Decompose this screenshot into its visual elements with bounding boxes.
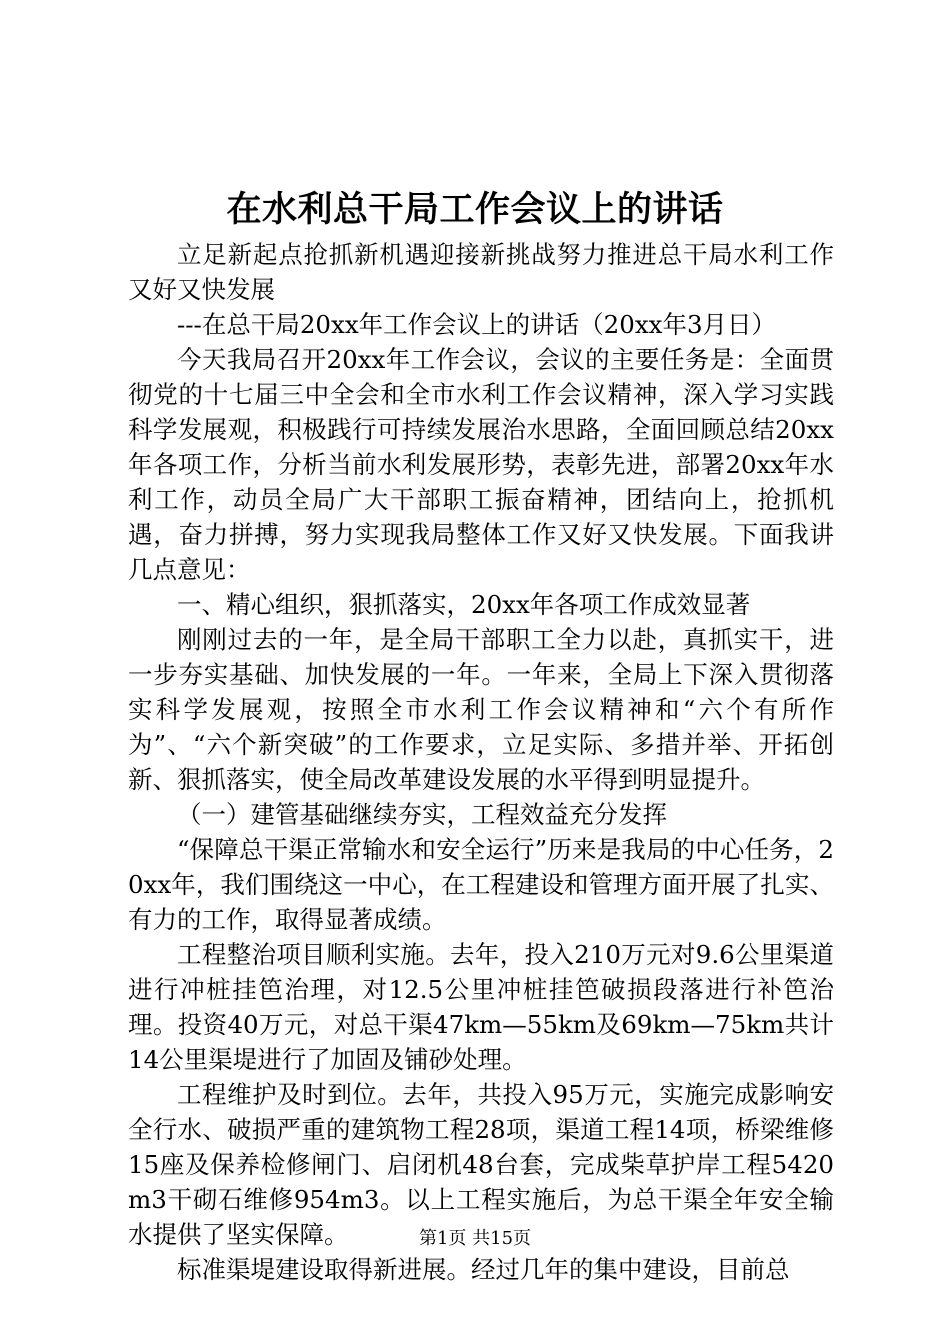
body-paragraph: 工程维护及时到位。去年，共投入95万元，实施完成影响安全行水、破损严重的建筑物工程28项，渠道工程14项，桥梁维修15座及保养检修闸门、启闭机48台套，完成柴草护岸工程5420m3干砌石维修954m3。以上工程实施后，为总干渠全年安全输水提供了坚实保障。 <box>128 1080 834 1249</box>
document-title: 在水利总干局工作会议上的讲话 <box>226 189 724 230</box>
body-paragraph: 标准渠堤建设取得新进展。经过几年的集中建设，目前总 <box>177 1255 790 1284</box>
speech-source-line: ---在总干局20xx年工作会议上的讲话（20xx年3月日） <box>177 310 777 339</box>
body-paragraph: 工程整治项目顺利实施。去年，投入210万元对9.6公里渠道进行冲桩挂笆治理，对12.5公里冲桩挂笆破损段落进行补笆治理。投资40万元，对总干渠47km—55km及69km—75km共计14公里渠堤进行了加固及铺砂处理。 <box>128 940 834 1074</box>
body-paragraph: 刚刚过去的一年，是全局干部职工全力以赴，真抓实干，进一步夯实基础、加快发展的一年。一年来，全局上下深入贯彻落实科学发展观，按照全市水利工作会议精神和“六个有所作为”、“六个新突破”的工作要求，立足实际、多措并举、开拓创新、狠抓落实，使全局改革建设发展的水平得到明显提升。 <box>128 625 834 794</box>
body-paragraph: 今天我局召开20xx年工作会议，会议的主要任务是：全面贯彻党的十七届三中全会和全市水利工作会议精神，深入学习实践科学发展观，积极践行可持续发展治水思路，全面回顾总结20xx年各项工作，分析当前水利发展形势，表彰先进，部署20xx年水利工作，动员全局广大干部职工振奋精神，团结向上，抢抓机遇，奋力拼搏，努力实现我局整体工作又好又快发展。下面我讲几点意见： <box>128 345 834 584</box>
subsection-heading: （一）建管基础继续夯实，工程效益充分发挥 <box>177 800 667 829</box>
document-body <box>128 237 834 1287</box>
subtitle-paragraph: 立足新起点抢抓新机遇迎接新挑战努力推进总干局水利工作又好又快发展 <box>128 240 834 304</box>
body-paragraph: “保障总干渠正常输水和安全运行”历来是我局的中心任务，20xx年，我们围绕这一中心，在工程建设和管理方面开展了扎实、有力的工作，取得显著成绩。 <box>128 835 834 934</box>
page-number-footer: 第1页 共15页 <box>418 1228 532 1249</box>
section-heading: 一、精心组织，狠抓落实，20xx年各项工作成效显著 <box>177 590 751 619</box>
